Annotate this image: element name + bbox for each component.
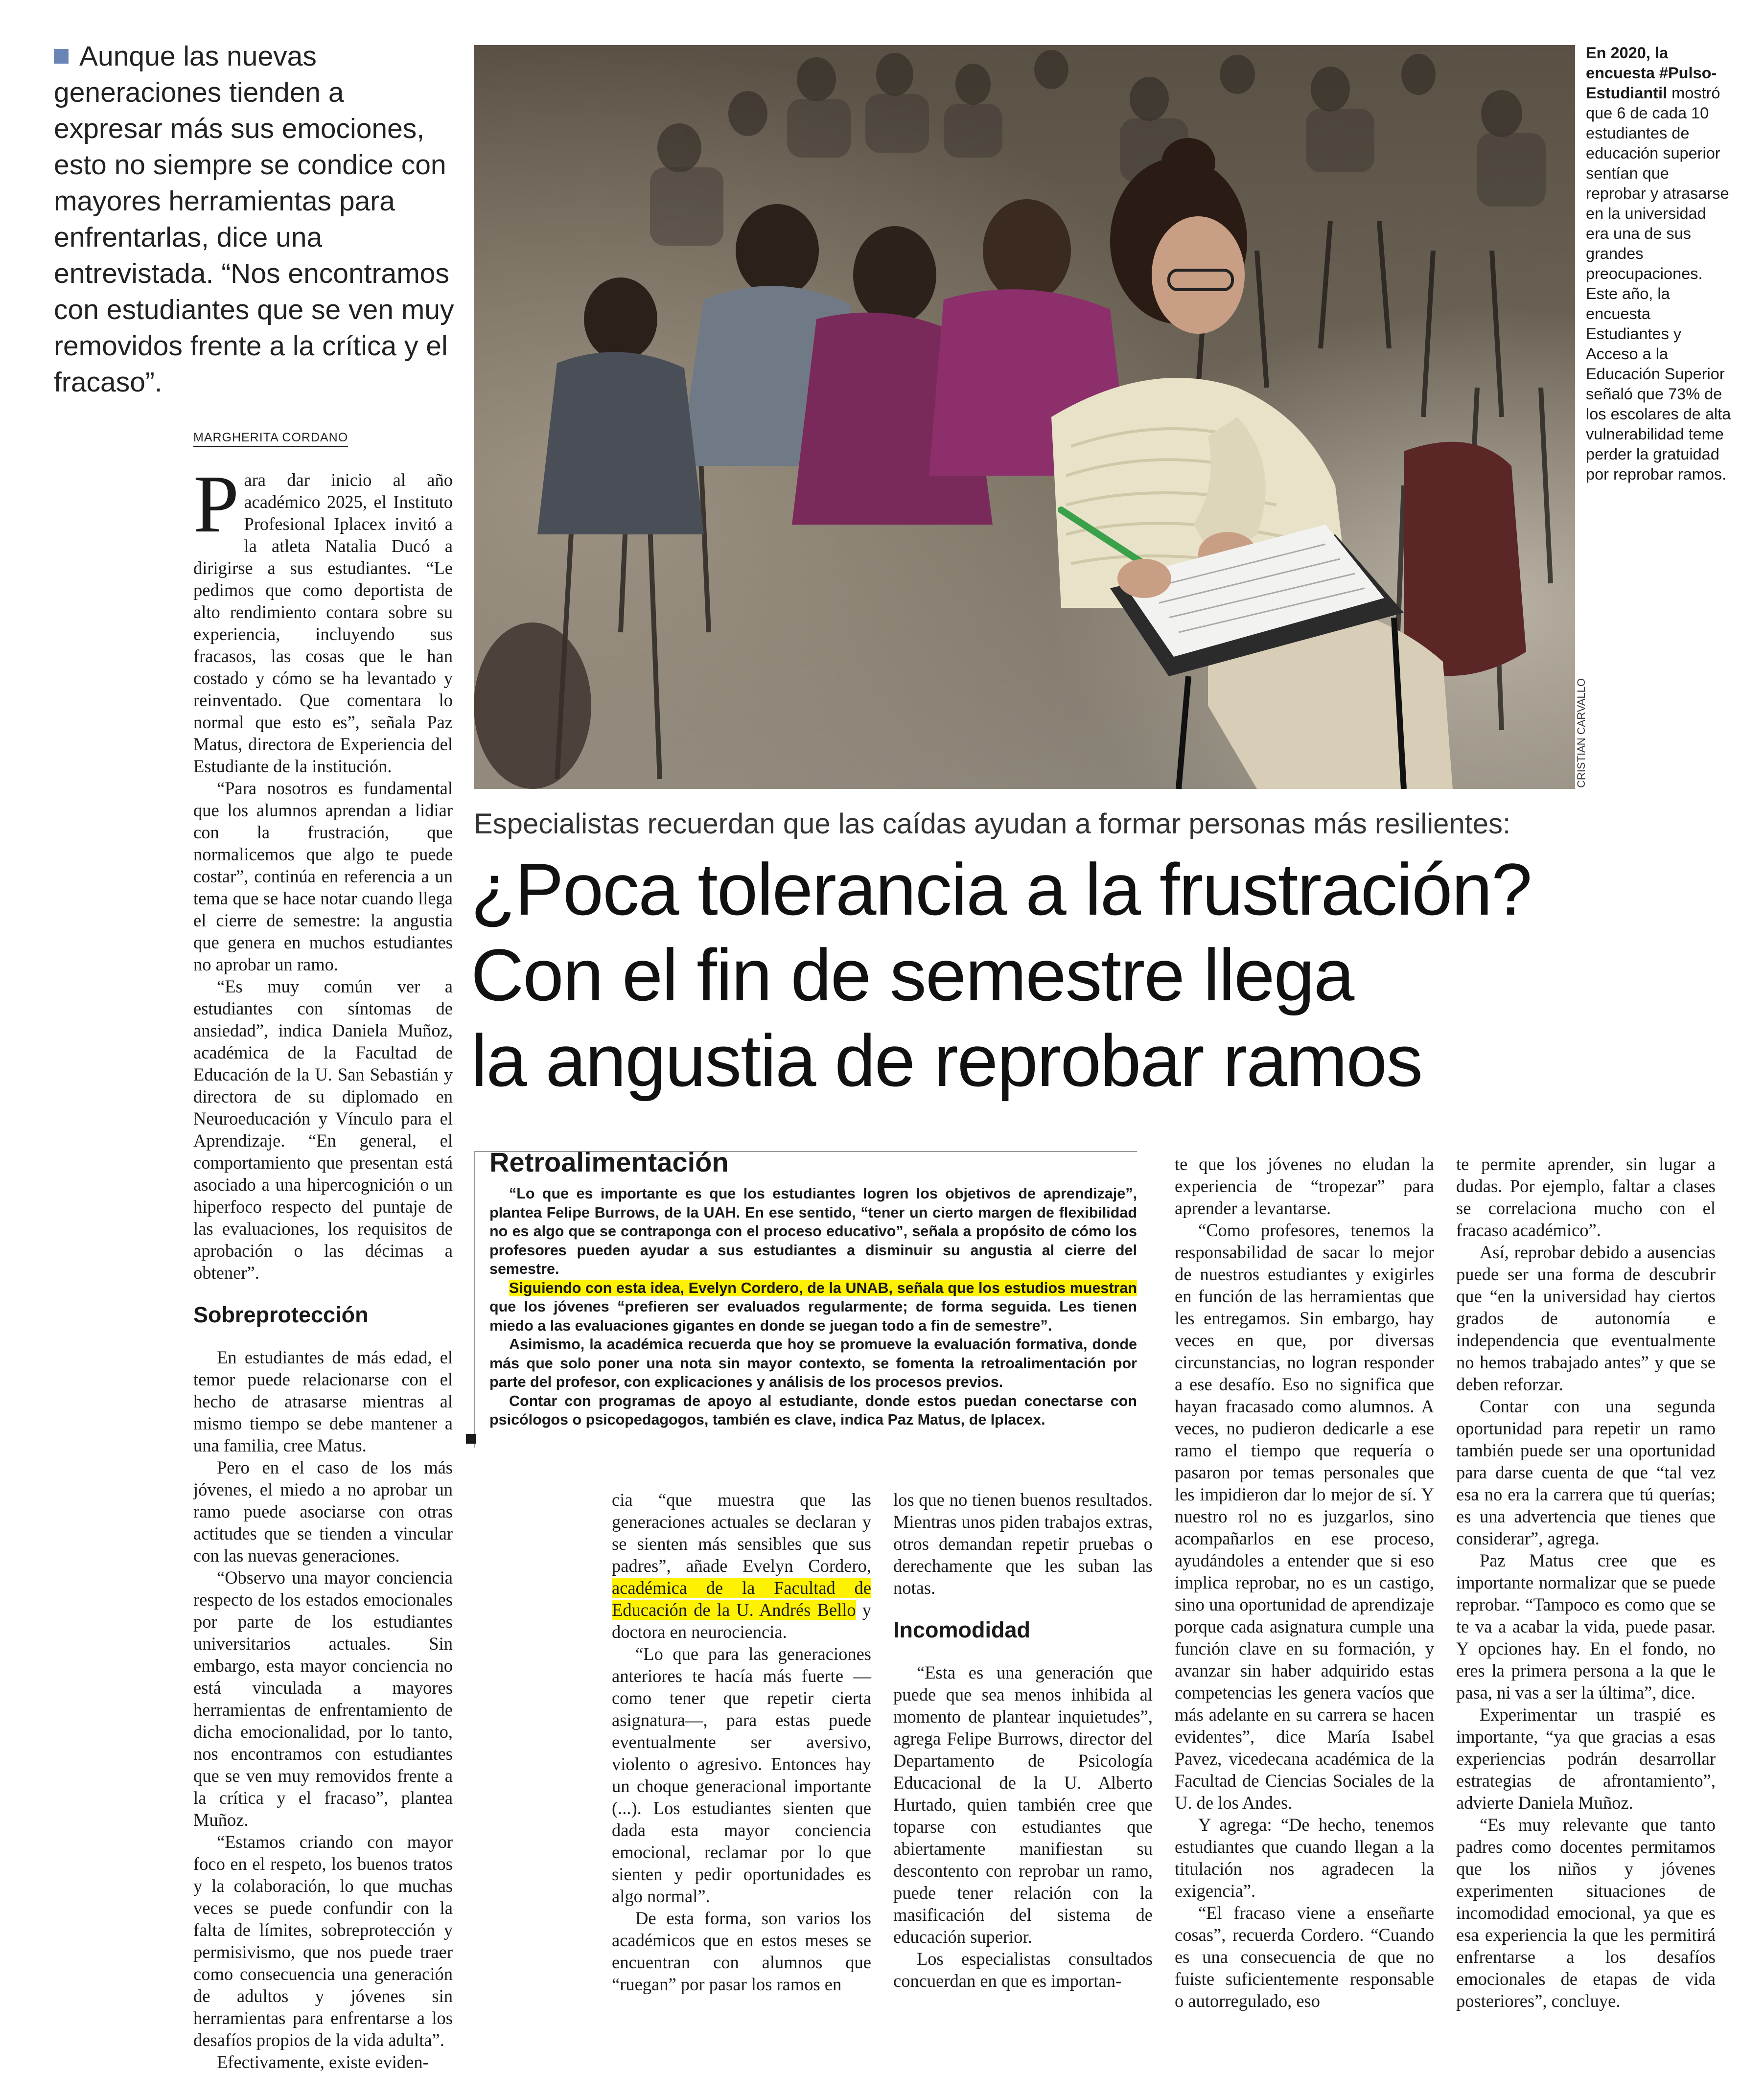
paragraph: Efectivamente, existe eviden-: [217, 2052, 429, 2072]
paragraph: los que no tienen buenos resultados. Mientras unos piden trabajos extras, otros demandan repetir pruebas o derechamente que les suban las notas.: [893, 1490, 1153, 1598]
column-4: [1175, 1153, 1434, 2012]
paragraph: “Observo una mayor conciencia respecto de los estados emocionales por parte de los estudiantes universitarios actuales. Sin embargo, esta mayor conciencia no está vinculada a mayores herramientas de enfrentamiento de dicha emocionalidad, por lo tanto, nos encontramos con estudiantes que se ven muy removidos frente a la crítica y el fracaso”, plantea Muñoz.: [193, 1567, 453, 1830]
paragraph: te que los jóvenes no eludan la experiencia de “tropezar” para aprender a levantarse.: [1175, 1154, 1434, 1218]
sidebar-fact: [1586, 43, 1733, 484]
paragraph: Los especialistas consultados concuerdan en que es importan-: [893, 1949, 1153, 1991]
headline-line-2: Con el fin de semestre llega: [471, 934, 1354, 1016]
box-title: Retroalimentación: [489, 1147, 729, 1177]
paragraph: te permite aprender, sin lugar a dudas. Por ejemplo, faltar a clases se correlaciona mucho con el fracaso académico”.: [1456, 1154, 1716, 1240]
paragraph-text: que los jóvenes “prefieren ser evaluados regularmente; de forma seguida. Les tienen miedo a las evaluaciones gigantes en donde se juegan todo a fin de semestre”.: [489, 1298, 1137, 1334]
paragraph: ara dar inicio al año académico 2025, el Instituto Profesional Iplacex invitó a la atleta Natalia Ducó a dirigirse a sus estudiantes. “Le pedimos que como deportista de alto rendimiento contara sobre su experiencia, incluyendo sus fracasos, las cosas que le han costado y cómo se ha levantado y reinventado. Que comentara lo normal que esto es”, señala Paz Matus, directora de Experiencia del Estudiante de la institución.: [193, 470, 453, 776]
bullet-square-icon: [54, 49, 69, 64]
paragraph: “Lo que para las generaciones anteriores te hacía más fuerte —como tener que repetir cierta asignatura—, para estas puede eventualmente ser aversivo, violento o agresivo. Entonces hay un choque generacional importante (...). Los estudiantes sienten que dada esta mayor conciencia emocional, reclamar por lo que sienten y pedir oportunidades es algo normal”.: [612, 1644, 871, 1906]
paragraph: “Estamos criando con mayor foco en el respeto, los buenos tratos y la colaboración, lo que muchas veces se puede confundir con la falta de límites, sobreprotección y permisivismo, que nos puede traer como consecuencia una generación de adultos y jóvenes sin herramientas para enfrentarse a los desafíos propios de la vida adulta”.: [193, 1832, 453, 2050]
paragraph: Contar con programas de apoyo al estudiante, donde estos puedan conectarse con psicólogos o psicopedagogos, también es clave, indica Paz Matus, de Iplacex.: [489, 1392, 1137, 1428]
dropcap: P: [193, 459, 239, 550]
paragraph-text: y doctora en neurociencia.: [612, 1600, 872, 1642]
headline: [471, 847, 1753, 1104]
highlighted-text: académica de la Facultad de Educación de la U. Andrés Bello: [612, 1578, 871, 1620]
kicker: Especialistas recuerdan que las caídas ayudan a formar personas más resilientes:: [474, 808, 1511, 840]
paragraph: Contar con una segunda oportunidad para repetir un ramo también puede ser una oportunidad para darse cuenta de que “tal vez esa no era la carrera que tú querías; es una advertencia que tienes que considerar”, agrega.: [1456, 1396, 1716, 1548]
column-2: [612, 1489, 871, 1995]
highlighted-text: Siguiendo con esta idea, Evelyn Cordero, de la UNAB, señala que los estudios muestran: [509, 1279, 1137, 1296]
lead-text: Aunque las nuevas generaciones tienden a expresar más sus emociones, esto no siempre se condice con mayores herramientas para enfrentarlas, dice una entrevistada. “Nos encontramos con estudiantes que se ven muy removidos frente a la crítica y el fracaso”.: [54, 41, 454, 398]
paragraph: En estudiantes de más edad, el temor puede relacionarse con el hecho de atrasarse mientras al mismo tiempo se debe mantener a una familia, cree Matus.: [193, 1347, 453, 1455]
paragraph: “Como profesores, tenemos la responsabilidad de sacar lo mejor de nuestros estudiantes y exigirles en función de las herramientas que les entregamos. Sin embargo, hay veces en que, por diversas circunstancias, no logran responder a ese desafío. Eso no significa que hayan fracasado como alumnos. A veces, no pudieron dedicarle a ese ramo el tiempo que requería o pasaron por temas personales que les impidieron dar lo mejor de sí. Y nuestro rol no es juzgarlos, sino acompañarlos en ese proceso, ayudándoles a entender que si eso implica reprobar, no es un castigo, sino una oportunidad de aprendizaje porque cada asignatura cumple una función clave en su formación, y avanzar sin haber adquirido estas competencias les genera vacíos que más adelante en su carrera se hacen evidentes”, dice María Isabel Pavez, vicedecana académica de la Facultad de Ciencias Sociales de la U. de los Andes.: [1175, 1220, 1434, 1813]
paragraph: Y agrega: “De hecho, tenemos estudiantes que cuando llegan a la titulación nos agradecen la exigencia”.: [1175, 1815, 1434, 1901]
box-body: [489, 1184, 1137, 1429]
photo-credit: CRISTIAN CARVALLO: [1575, 678, 1587, 788]
paragraph: “El fracaso viene a enseñarte cosas”, recuerda Cordero. “Cuando es una consecuencia de que no fuiste suficientemente responsable o autorregulado, eso: [1175, 1903, 1434, 2011]
paragraph: Así, reprobar debido a ausencias puede ser una forma de descubrir que “en la universidad hay ciertos grados de autonomía e independencia que eventualmente no hemos trabajado antes” y que se deben reforzar.: [1456, 1242, 1716, 1394]
subhead-incomodidad: Incomodidad: [893, 1617, 1030, 1642]
paragraph: “Para nosotros es fundamental que los alumnos aprendan a lidiar con la frustración, que normalicemos que algo te puede costar”, continúa en referencia a un tema que se hace notar cuando llega el cierre de semestre: la angustia que genera en muchos estudiantes no aprobar un ramo.: [193, 778, 453, 974]
paragraph: De esta forma, son varios los académicos que en estos meses se encuentran con alumnos que “ruegan” por pasar los ramos en: [612, 1908, 871, 1994]
paragraph-text: cia “que muestra que las generaciones actuales se declaran y se sienten más sensibles que sus padres”, añade Evelyn Cordero,: [612, 1490, 871, 1576]
headline-line-3: la angustia de reprobar ramos: [471, 1019, 1422, 1102]
paragraph: Asimismo, la académica recuerda que hoy se promueve la evaluación formativa, donde más que solo poner una nota sin mayor contexto, se fomenta la retroalimentación por parte del profesor, con explicaciones y análisis de los procesos previos.: [489, 1336, 1137, 1390]
paragraph: “Lo que es importante es que los estudiantes logren los objetivos de aprendizaje”, plantea Felipe Burrows, de la UAH. En ese sentido, “tener un cierto margen de flexibilidad no es algo que se contraponga con el proceso educativo”, señala a propósito de cómo los profesores pueden ayudar a sus estudiantes a disminuir su angustia al cierre del semestre.: [489, 1185, 1137, 1277]
end-square-icon: [466, 1434, 476, 1444]
column-5: [1456, 1153, 1716, 2012]
subhead-sobreproteccion: Sobreprotección: [193, 1302, 369, 1327]
paragraph: “Es muy relevante que tanto padres como docentes permitamos que los niños y jóvenes experimenten situaciones de incomodidad emocional, ya que es esa experiencia la que les permitirá enfrentarse a los desafíos emocionales de etapas de vida posteriores”, concluye.: [1456, 1815, 1716, 2011]
retroalimentacion-box: [474, 1147, 1137, 1448]
exam-students-photo: [474, 45, 1575, 789]
paragraph: “Esta es una generación que puede que sea menos inhibida al momento de plantear inquietudes”, agrega Felipe Burrows, director del Departamento de Psicología Educacional de la U. Alberto Hurtado, quien también cree que toparse con estudiantes que abiertamente manifiestan su descontento con reprobar un ramo, puede tener relación con la masificación del sistema de educación superior.: [893, 1662, 1153, 1947]
paragraph: Pero en el caso de los más jóvenes, el miedo a no aprobar un ramo puede asociarse con otras actitudes que se tienden a vincular con las nuevas generaciones.: [193, 1457, 453, 1566]
article-lead: [54, 38, 455, 400]
byline: MARGHERITA CORDANO: [193, 431, 348, 447]
sidebar-bold: En 2020, la encuesta #Pulso-Estudiantil: [1586, 44, 1717, 102]
paragraph: “Es muy común ver a estudiantes con síntomas de ansiedad”, indica Daniela Muñoz, académica de la Facultad de Educación de la U. San Sebastián y directora de su diplomado en Neuroeducación y Vínculo para el Aprendizaje. “En general, el comportamiento que presentan está asociado a una hipercognición o un hiperfoco respecto del puntaje de las evaluaciones, los requisitos de aprobación o las décimas a obtener”.: [193, 976, 453, 1283]
column-1: [193, 459, 453, 2073]
paragraph: Experimentar un traspié es importante, “ya que gracias a esas experiencias podrán desarrollar estrategias de afrontamiento”, advierte Daniela Muñoz.: [1456, 1704, 1716, 1813]
sidebar-text: mostró que 6 de cada 10 estudiantes de educación superior sentían que reprobar y atrasarse en la universidad era una de sus grandes preocupaciones. Este año, la encuesta Estudiantes y Acceso a la Educación Superior señaló que 73% de los escolares de alta vulnerabilidad teme perder la gratuidad por reprobar ramos.: [1586, 84, 1731, 483]
column-3: [893, 1489, 1153, 1992]
article-photo: [474, 45, 1575, 789]
paragraph: Paz Matus cree que es importante normalizar que se puede reprobar. “Tampoco es como que se te va a acabar la vida, puede pasar. Y opciones hay. En el fondo, no eres la primera persona a la que le pasa, ni vas a ser la última”, dice.: [1456, 1550, 1716, 1703]
headline-line-1: ¿Poca tolerancia a la frustración?: [471, 848, 1532, 930]
